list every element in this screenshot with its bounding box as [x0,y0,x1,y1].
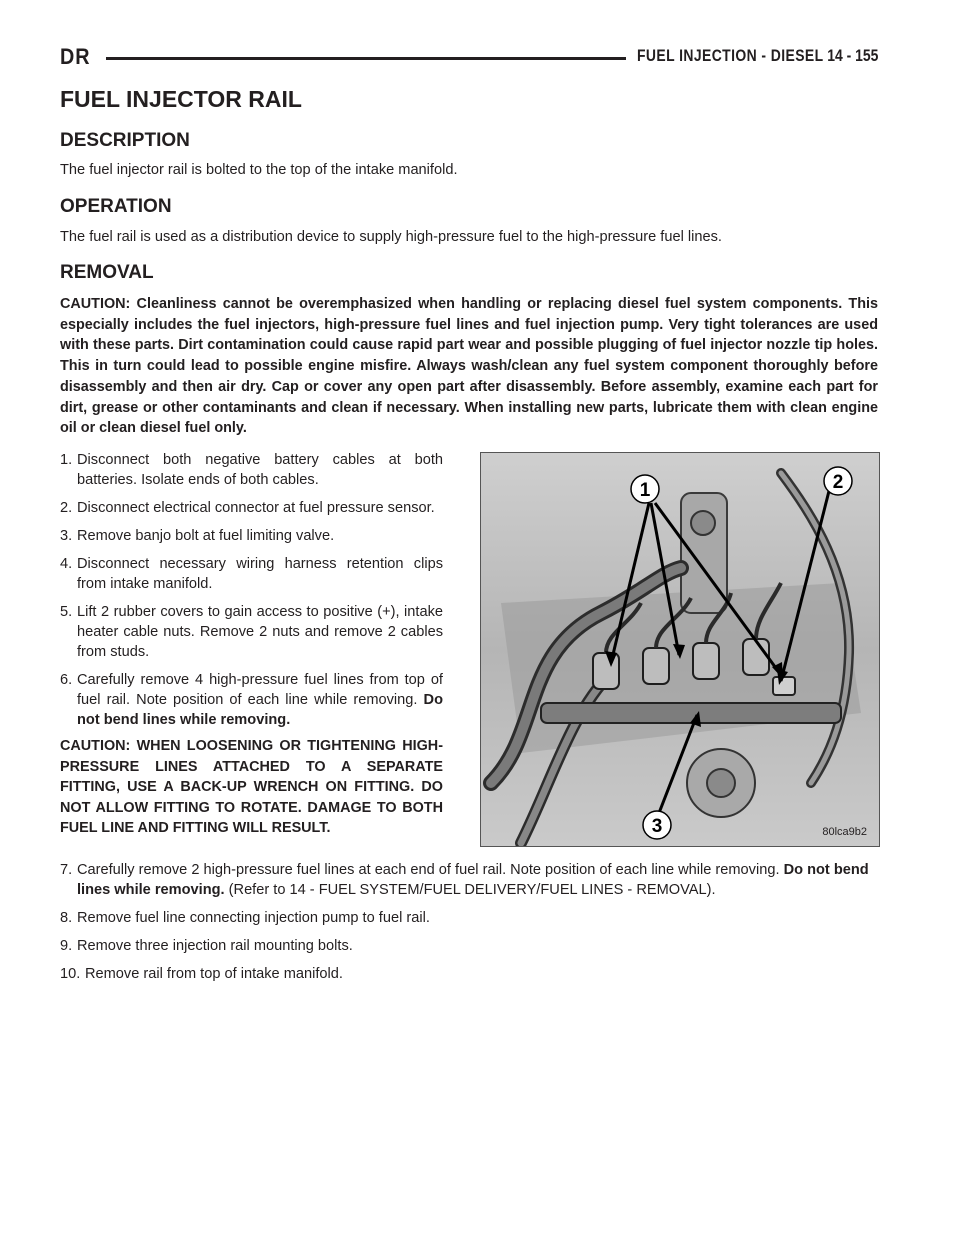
step-text: Remove banjo bolt at fuel limiting valve. [77,528,335,544]
list-item [60,670,443,730]
callout-1: 1 [639,480,651,501]
step-warning: Do not bend lines while removing. [77,862,869,898]
step-text: Remove rail from top of intake manifold. [85,966,343,982]
step-text: Carefully remove 4 high-pressure fuel lines from top of fuel rail. Note position of each line while removing. [77,672,443,708]
step-number: 3. [60,528,73,544]
page-header [60,42,878,76]
callout-2: 2 [832,472,844,493]
list-item [60,498,443,518]
list-item [60,450,443,490]
removal-heading: REMOVAL [60,262,154,283]
step-warning: Do not bend lines while removing. [77,692,443,728]
list-item [60,602,443,662]
operation-heading: OPERATION [60,196,172,217]
list-item [60,936,878,956]
description-text: The fuel injector rail is bolted to the top of the intake manifold. [60,162,458,178]
operation-text: The fuel rail is used as a distribution device to supply high-pressure fuel to the high-pressure fuel lines. [60,229,722,245]
step-text: Disconnect necessary wiring harness retention clips from intake manifold. [77,556,443,592]
callout-labels [481,453,879,846]
removal-caution: CAUTION: Cleanliness cannot be overemphasized when handling or replacing diesel fuel system components. This especially includes the fuel injectors, high-pressure fuel lines and fuel injection pump. Very tight tolerances are used with these parts. Dirt contamination could cause rapid part wear and possible plugging of fuel injector nozzle tip holes. This in turn could lead to possible engine misfire. Always wash/clean any fuel system component thoroughly before disassembly and then air dry. Cap or cover any open part after disassembly. Before assembly, examine each part for dirt, grease or other contaminants and clean if necessary. When installing new parts, lubricate them with clean engine oil or clean diesel fuel only. [60,296,878,437]
step-number: 9. [60,938,73,954]
step-number: 5. [60,604,73,620]
step-number: 7. [60,862,73,878]
description-heading: DESCRIPTION [60,130,190,151]
header-page-number: 14 - 155 [826,46,878,65]
step-number: 1. [60,452,73,468]
removal-steps-continued [60,860,878,992]
header-section: FUEL INJECTION - DIESEL [637,46,824,65]
fuel-rail-figure [480,452,880,847]
removal-steps [60,450,443,738]
step-text: Lift 2 rubber covers to gain access to positive (+), intake heater cable nuts. Remove 2 nuts and remove 2 cables from studs. [77,604,443,660]
step-number: 8. [60,910,73,926]
step-text: Disconnect both negative battery cables at both batteries. Isolate ends of both cables. [77,452,443,488]
step-number: 6. [60,672,73,688]
figure-code: 80lca9b2 [822,826,867,838]
list-item [60,964,878,984]
step-number: 10. [60,966,81,982]
list-item [60,908,878,928]
header-rule [106,57,626,60]
step-text: Disconnect electrical connector at fuel pressure sensor. [77,500,435,516]
step-text: Carefully remove 2 high-pressure fuel lines at each end of fuel rail. Note position of each line while removing. [77,862,780,878]
list-item [60,526,443,546]
step-reference: (Refer to 14 - FUEL SYSTEM/FUEL DELIVERY/FUEL LINES - REMOVAL). [224,882,716,898]
step-text: Remove fuel line connecting injection pump to fuel rail. [77,910,430,926]
step-number: 4. [60,556,73,572]
callout-3: 3 [651,816,663,837]
page-title: FUEL INJECTOR RAIL [60,86,302,112]
fitting-caution: CAUTION: WHEN LOOSENING OR TIGHTENING HIGH-PRESSURE LINES ATTACHED TO A SEPARATE FITTING, USE A BACK-UP WRENCH ON FITTING. DO NOT ALLOW FITTING TO ROTATE. DAMAGE TO BOTH FUEL LINE AND FITTING WILL RESULT. [60,738,443,837]
list-item [60,554,443,594]
step-number: 2. [60,500,73,516]
header-model: DR [60,44,91,69]
list-item [60,860,878,900]
step-text: Remove three injection rail mounting bolts. [77,938,353,954]
